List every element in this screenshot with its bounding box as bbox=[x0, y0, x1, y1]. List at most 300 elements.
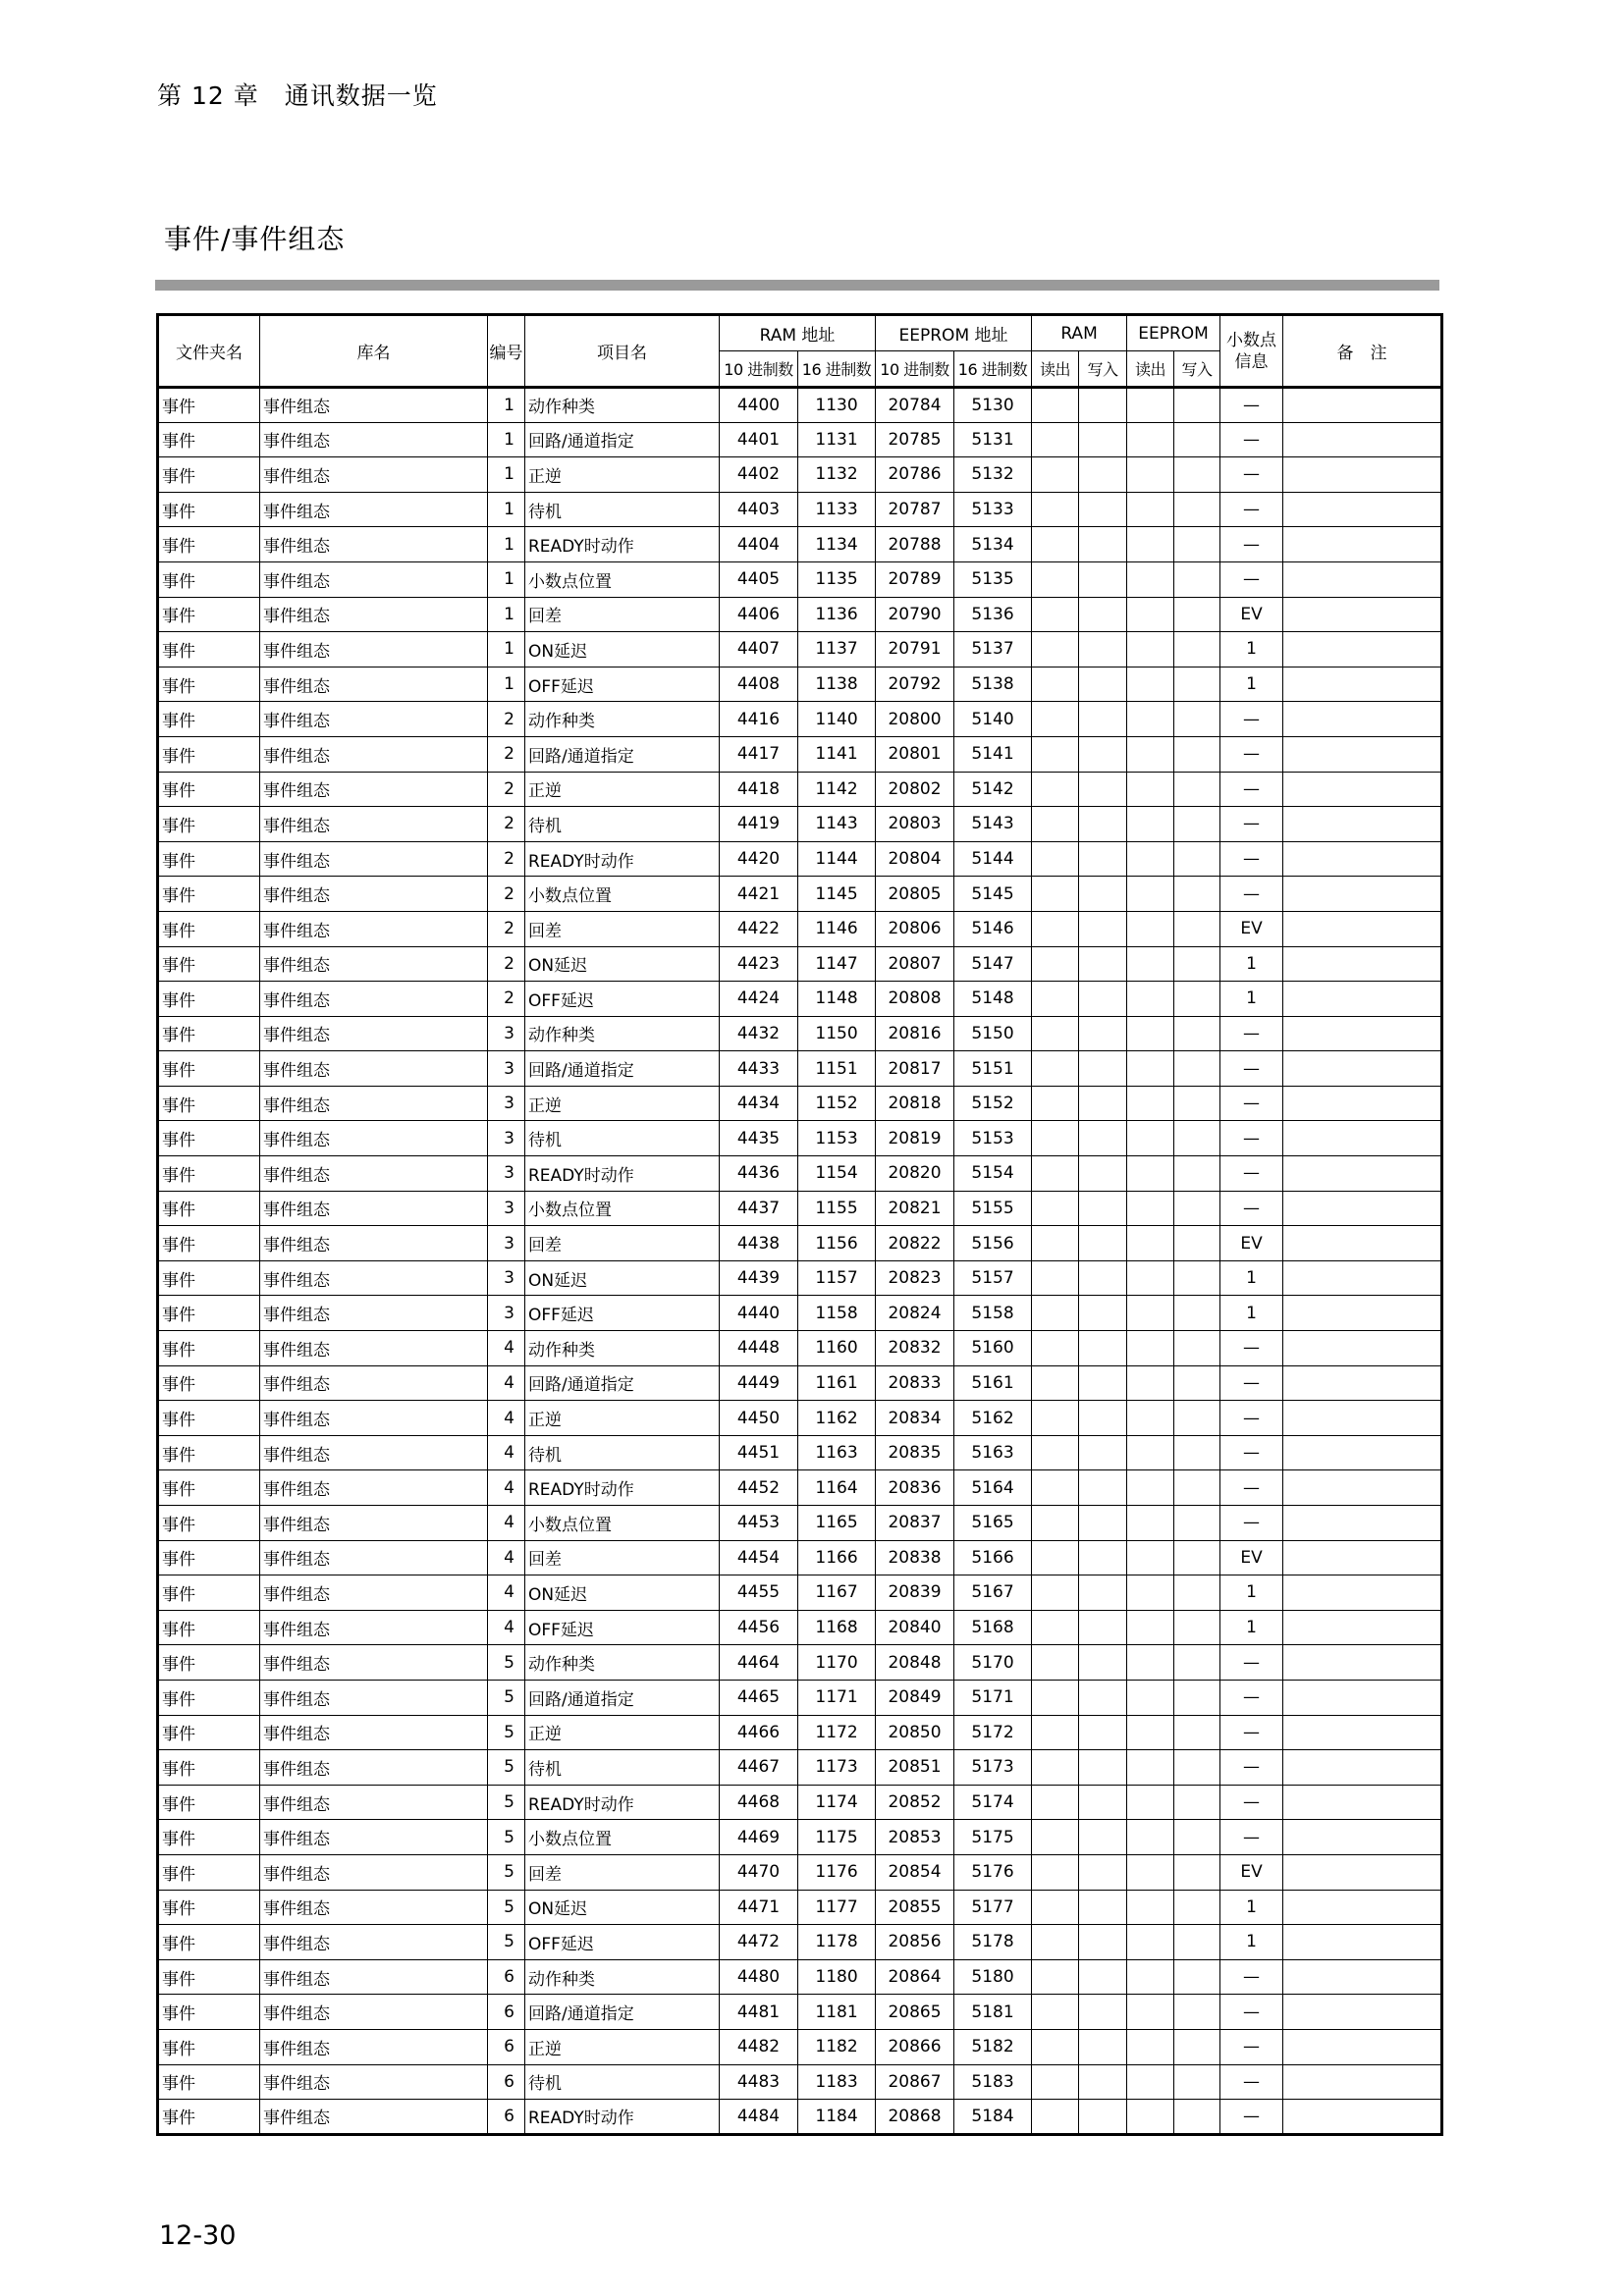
cell-decimal-info: EV bbox=[1220, 911, 1283, 946]
table-row bbox=[158, 1191, 1442, 1226]
cell-library: 事件组态 bbox=[260, 1540, 488, 1575]
cell-remarks bbox=[1283, 422, 1442, 457]
cell-ram-read bbox=[1032, 841, 1079, 877]
cell-ram-write bbox=[1079, 841, 1127, 877]
cell-eeprom-hex: 5132 bbox=[954, 457, 1032, 493]
cell-eeprom-read bbox=[1127, 1890, 1174, 1925]
cell-item: 动作种类 bbox=[525, 702, 720, 737]
cell-library: 事件组态 bbox=[260, 1890, 488, 1925]
cell-ram-dec: 4451 bbox=[720, 1435, 798, 1470]
cell-folder: 事件 bbox=[158, 2029, 260, 2064]
cell-ram-write bbox=[1079, 1854, 1127, 1890]
cell-eeprom-dec: 20801 bbox=[876, 736, 954, 772]
cell-ram-dec: 4464 bbox=[720, 1645, 798, 1681]
cell-item: 小数点位置 bbox=[525, 877, 720, 912]
cell-decimal-info: — bbox=[1220, 1680, 1283, 1715]
cell-number: 5 bbox=[488, 1750, 525, 1786]
cell-eeprom-hex: 5165 bbox=[954, 1506, 1032, 1541]
cell-item: ON延迟 bbox=[525, 1575, 720, 1611]
cell-decimal-info: — bbox=[1220, 736, 1283, 772]
table-body bbox=[158, 388, 1442, 2135]
cell-item: ON延迟 bbox=[525, 1890, 720, 1925]
cell-number: 2 bbox=[488, 702, 525, 737]
cell-library: 事件组态 bbox=[260, 492, 488, 527]
cell-item: 小数点位置 bbox=[525, 1506, 720, 1541]
cell-library: 事件组态 bbox=[260, 667, 488, 702]
cell-ram-hex: 1143 bbox=[798, 807, 876, 842]
cell-ram-hex: 1182 bbox=[798, 2029, 876, 2064]
cell-ram-hex: 1136 bbox=[798, 597, 876, 632]
cell-decimal-info: — bbox=[1220, 1435, 1283, 1470]
cell-remarks bbox=[1283, 1121, 1442, 1156]
cell-ram-read bbox=[1032, 1156, 1079, 1192]
cell-library: 事件组态 bbox=[260, 561, 488, 597]
cell-eeprom-read bbox=[1127, 1750, 1174, 1786]
cell-ram-hex: 1151 bbox=[798, 1051, 876, 1087]
cell-number: 5 bbox=[488, 1785, 525, 1820]
cell-ram-read bbox=[1032, 1575, 1079, 1611]
cell-ram-hex: 1181 bbox=[798, 1995, 876, 2030]
cell-ram-hex: 1163 bbox=[798, 1435, 876, 1470]
cell-remarks bbox=[1283, 561, 1442, 597]
cell-ram-write bbox=[1079, 1540, 1127, 1575]
cell-eeprom-write bbox=[1174, 667, 1220, 702]
cell-number: 3 bbox=[488, 1296, 525, 1331]
header-eeprom-write: 写入 bbox=[1174, 351, 1220, 388]
cell-ram-dec: 4484 bbox=[720, 2100, 798, 2135]
cell-ram-read bbox=[1032, 877, 1079, 912]
cell-eeprom-read bbox=[1127, 841, 1174, 877]
cell-item: 回差 bbox=[525, 597, 720, 632]
cell-remarks bbox=[1283, 1959, 1442, 1995]
cell-ram-write bbox=[1079, 1925, 1127, 1960]
cell-decimal-info: — bbox=[1220, 1715, 1283, 1750]
cell-library: 事件组态 bbox=[260, 1156, 488, 1192]
cell-ram-write bbox=[1079, 492, 1127, 527]
cell-eeprom-read bbox=[1127, 1925, 1174, 1960]
cell-library: 事件组态 bbox=[260, 1435, 488, 1470]
cell-eeprom-dec: 20804 bbox=[876, 841, 954, 877]
cell-item: 动作种类 bbox=[525, 1959, 720, 1995]
cell-remarks bbox=[1283, 632, 1442, 667]
cell-eeprom-write bbox=[1174, 2100, 1220, 2135]
cell-library: 事件组态 bbox=[260, 1995, 488, 2030]
cell-ram-write bbox=[1079, 807, 1127, 842]
cell-number: 5 bbox=[488, 1715, 525, 1750]
cell-ram-hex: 1156 bbox=[798, 1226, 876, 1261]
cell-eeprom-dec: 20838 bbox=[876, 1540, 954, 1575]
table-header bbox=[158, 315, 1442, 388]
cell-eeprom-dec: 20784 bbox=[876, 388, 954, 423]
cell-eeprom-hex: 5133 bbox=[954, 492, 1032, 527]
cell-ram-write bbox=[1079, 1296, 1127, 1331]
cell-eeprom-read bbox=[1127, 1365, 1174, 1401]
cell-eeprom-dec: 20864 bbox=[876, 1959, 954, 1995]
header-item: 项目名 bbox=[525, 315, 720, 388]
cell-number: 2 bbox=[488, 841, 525, 877]
cell-folder: 事件 bbox=[158, 702, 260, 737]
cell-remarks bbox=[1283, 1680, 1442, 1715]
cell-eeprom-write bbox=[1174, 702, 1220, 737]
cell-ram-read bbox=[1032, 1785, 1079, 1820]
cell-remarks bbox=[1283, 1540, 1442, 1575]
cell-decimal-info: — bbox=[1220, 527, 1283, 562]
cell-ram-hex: 1167 bbox=[798, 1575, 876, 1611]
table-row bbox=[158, 1365, 1442, 1401]
cell-library: 事件组态 bbox=[260, 1680, 488, 1715]
cell-eeprom-write bbox=[1174, 1785, 1220, 1820]
cell-number: 1 bbox=[488, 561, 525, 597]
table-row bbox=[158, 1680, 1442, 1715]
cell-eeprom-read bbox=[1127, 982, 1174, 1017]
cell-ram-write bbox=[1079, 1260, 1127, 1296]
cell-ram-write bbox=[1079, 982, 1127, 1017]
cell-eeprom-write bbox=[1174, 946, 1220, 982]
cell-number: 6 bbox=[488, 2029, 525, 2064]
cell-remarks bbox=[1283, 1750, 1442, 1786]
cell-folder: 事件 bbox=[158, 1715, 260, 1750]
cell-eeprom-hex: 5140 bbox=[954, 702, 1032, 737]
cell-ram-dec: 4405 bbox=[720, 561, 798, 597]
cell-ram-read bbox=[1032, 1540, 1079, 1575]
cell-eeprom-hex: 5158 bbox=[954, 1296, 1032, 1331]
cell-ram-hex: 1146 bbox=[798, 911, 876, 946]
cell-item: 回差 bbox=[525, 1226, 720, 1261]
cell-ram-hex: 1145 bbox=[798, 877, 876, 912]
cell-folder: 事件 bbox=[158, 1506, 260, 1541]
table-row bbox=[158, 1854, 1442, 1890]
cell-eeprom-read bbox=[1127, 1296, 1174, 1331]
cell-ram-dec: 4449 bbox=[720, 1365, 798, 1401]
cell-eeprom-dec: 20835 bbox=[876, 1435, 954, 1470]
cell-folder: 事件 bbox=[158, 2064, 260, 2100]
cell-decimal-info: — bbox=[1220, 1401, 1283, 1436]
cell-remarks bbox=[1283, 1260, 1442, 1296]
cell-eeprom-read bbox=[1127, 1575, 1174, 1611]
cell-ram-read bbox=[1032, 1296, 1079, 1331]
cell-number: 4 bbox=[488, 1331, 525, 1366]
cell-decimal-info: — bbox=[1220, 1470, 1283, 1506]
cell-decimal-info: 1 bbox=[1220, 632, 1283, 667]
cell-ram-write bbox=[1079, 597, 1127, 632]
cell-ram-dec: 4435 bbox=[720, 1121, 798, 1156]
cell-eeprom-hex: 5153 bbox=[954, 1121, 1032, 1156]
cell-ram-write bbox=[1079, 1959, 1127, 1995]
cell-eeprom-dec: 20856 bbox=[876, 1925, 954, 1960]
cell-eeprom-hex: 5134 bbox=[954, 527, 1032, 562]
cell-library: 事件组态 bbox=[260, 1715, 488, 1750]
cell-item: 动作种类 bbox=[525, 1016, 720, 1051]
cell-library: 事件组态 bbox=[260, 1365, 488, 1401]
cell-number: 3 bbox=[488, 1051, 525, 1087]
table-row bbox=[158, 1785, 1442, 1820]
cell-ram-hex: 1155 bbox=[798, 1191, 876, 1226]
cell-ram-dec: 4418 bbox=[720, 772, 798, 807]
cell-ram-read bbox=[1032, 702, 1079, 737]
cell-folder: 事件 bbox=[158, 1016, 260, 1051]
cell-eeprom-hex: 5168 bbox=[954, 1610, 1032, 1645]
cell-decimal-info: 1 bbox=[1220, 1925, 1283, 1960]
cell-eeprom-write bbox=[1174, 457, 1220, 493]
cell-ram-hex: 1138 bbox=[798, 667, 876, 702]
table-row bbox=[158, 1890, 1442, 1925]
cell-ram-read bbox=[1032, 1470, 1079, 1506]
cell-item: 待机 bbox=[525, 1435, 720, 1470]
cell-ram-write bbox=[1079, 1435, 1127, 1470]
cell-ram-read bbox=[1032, 1820, 1079, 1855]
cell-library: 事件组态 bbox=[260, 1854, 488, 1890]
cell-item: 小数点位置 bbox=[525, 1820, 720, 1855]
cell-ram-hex: 1132 bbox=[798, 457, 876, 493]
cell-eeprom-hex: 5161 bbox=[954, 1365, 1032, 1401]
cell-decimal-info: — bbox=[1220, 1016, 1283, 1051]
cell-ram-dec: 4467 bbox=[720, 1750, 798, 1786]
cell-ram-read bbox=[1032, 492, 1079, 527]
cell-eeprom-dec: 20840 bbox=[876, 1610, 954, 1645]
cell-eeprom-read bbox=[1127, 1016, 1174, 1051]
cell-ram-write bbox=[1079, 946, 1127, 982]
cell-eeprom-hex: 5157 bbox=[954, 1260, 1032, 1296]
cell-item: 回路/通道指定 bbox=[525, 1051, 720, 1087]
table-row bbox=[158, 1820, 1442, 1855]
cell-ram-write bbox=[1079, 2100, 1127, 2135]
cell-folder: 事件 bbox=[158, 1575, 260, 1611]
cell-eeprom-read bbox=[1127, 736, 1174, 772]
cell-ram-hex: 1157 bbox=[798, 1260, 876, 1296]
cell-folder: 事件 bbox=[158, 1854, 260, 1890]
cell-item: 小数点位置 bbox=[525, 1191, 720, 1226]
cell-number: 2 bbox=[488, 946, 525, 982]
table-row bbox=[158, 1645, 1442, 1681]
cell-eeprom-read bbox=[1127, 911, 1174, 946]
table-row bbox=[158, 1086, 1442, 1121]
cell-number: 2 bbox=[488, 877, 525, 912]
cell-remarks bbox=[1283, 807, 1442, 842]
table-row bbox=[158, 527, 1442, 562]
cell-decimal-info: — bbox=[1220, 1051, 1283, 1087]
cell-eeprom-hex: 5148 bbox=[954, 982, 1032, 1017]
table-row bbox=[158, 2064, 1442, 2100]
cell-remarks bbox=[1283, 1401, 1442, 1436]
cell-ram-read bbox=[1032, 982, 1079, 1017]
cell-eeprom-read bbox=[1127, 1959, 1174, 1995]
cell-eeprom-write bbox=[1174, 772, 1220, 807]
cell-eeprom-dec: 20824 bbox=[876, 1296, 954, 1331]
cell-library: 事件组态 bbox=[260, 2100, 488, 2135]
cell-eeprom-read bbox=[1127, 1610, 1174, 1645]
cell-eeprom-read bbox=[1127, 1506, 1174, 1541]
cell-ram-write bbox=[1079, 1715, 1127, 1750]
cell-library: 事件组态 bbox=[260, 1296, 488, 1331]
table-row bbox=[158, 702, 1442, 737]
cell-item: 回路/通道指定 bbox=[525, 1995, 720, 2030]
cell-ram-read bbox=[1032, 597, 1079, 632]
cell-number: 1 bbox=[488, 422, 525, 457]
cell-eeprom-hex: 5181 bbox=[954, 1995, 1032, 2030]
cell-item: 正逆 bbox=[525, 457, 720, 493]
cell-eeprom-hex: 5173 bbox=[954, 1750, 1032, 1786]
cell-remarks bbox=[1283, 2100, 1442, 2135]
cell-ram-read bbox=[1032, 1750, 1079, 1786]
cell-ram-dec: 4448 bbox=[720, 1331, 798, 1366]
cell-eeprom-hex: 5154 bbox=[954, 1156, 1032, 1192]
cell-ram-write bbox=[1079, 1785, 1127, 1820]
cell-ram-read bbox=[1032, 1715, 1079, 1750]
cell-eeprom-dec: 20807 bbox=[876, 946, 954, 982]
cell-library: 事件组态 bbox=[260, 702, 488, 737]
cell-library: 事件组态 bbox=[260, 1121, 488, 1156]
cell-remarks bbox=[1283, 1610, 1442, 1645]
cell-remarks bbox=[1283, 1435, 1442, 1470]
table-row bbox=[158, 772, 1442, 807]
cell-ram-dec: 4438 bbox=[720, 1226, 798, 1261]
cell-number: 5 bbox=[488, 1680, 525, 1715]
cell-ram-write bbox=[1079, 1506, 1127, 1541]
cell-item: 回差 bbox=[525, 1854, 720, 1890]
cell-folder: 事件 bbox=[158, 772, 260, 807]
cell-eeprom-dec: 20833 bbox=[876, 1365, 954, 1401]
cell-folder: 事件 bbox=[158, 1785, 260, 1820]
cell-eeprom-hex: 5172 bbox=[954, 1715, 1032, 1750]
cell-library: 事件组态 bbox=[260, 772, 488, 807]
cell-remarks bbox=[1283, 1365, 1442, 1401]
cell-ram-write bbox=[1079, 736, 1127, 772]
cell-eeprom-hex: 5136 bbox=[954, 597, 1032, 632]
cell-library: 事件组态 bbox=[260, 1645, 488, 1681]
cell-number: 4 bbox=[488, 1470, 525, 1506]
cell-eeprom-read bbox=[1127, 492, 1174, 527]
cell-remarks bbox=[1283, 1331, 1442, 1366]
cell-eeprom-hex: 5162 bbox=[954, 1401, 1032, 1436]
table-row bbox=[158, 1260, 1442, 1296]
cell-decimal-info: — bbox=[1220, 1156, 1283, 1192]
cell-ram-dec: 4437 bbox=[720, 1191, 798, 1226]
cell-library: 事件组态 bbox=[260, 1610, 488, 1645]
cell-ram-read bbox=[1032, 1959, 1079, 1995]
cell-number: 1 bbox=[488, 457, 525, 493]
cell-ram-dec: 4403 bbox=[720, 492, 798, 527]
cell-item: READY时动作 bbox=[525, 1785, 720, 1820]
cell-eeprom-write bbox=[1174, 1331, 1220, 1366]
cell-remarks bbox=[1283, 2029, 1442, 2064]
cell-library: 事件组态 bbox=[260, 1820, 488, 1855]
table-row bbox=[158, 1959, 1442, 1995]
header-remarks: 备 注 bbox=[1283, 315, 1442, 388]
cell-ram-dec: 4453 bbox=[720, 1506, 798, 1541]
cell-library: 事件组态 bbox=[260, 1260, 488, 1296]
cell-ram-read bbox=[1032, 1086, 1079, 1121]
cell-number: 6 bbox=[488, 2100, 525, 2135]
cell-remarks bbox=[1283, 1226, 1442, 1261]
cell-ram-hex: 1161 bbox=[798, 1365, 876, 1401]
cell-folder: 事件 bbox=[158, 1401, 260, 1436]
cell-ram-write bbox=[1079, 1680, 1127, 1715]
cell-eeprom-write bbox=[1174, 1995, 1220, 2030]
cell-decimal-info: — bbox=[1220, 1959, 1283, 1995]
cell-number: 1 bbox=[488, 597, 525, 632]
cell-eeprom-read bbox=[1127, 632, 1174, 667]
cell-eeprom-hex: 5138 bbox=[954, 667, 1032, 702]
cell-ram-read bbox=[1032, 1854, 1079, 1890]
cell-decimal-info: — bbox=[1220, 807, 1283, 842]
cell-remarks bbox=[1283, 1925, 1442, 1960]
cell-decimal-info: EV bbox=[1220, 597, 1283, 632]
header-eeprom: EEPROM bbox=[1127, 315, 1220, 351]
table-row bbox=[158, 1435, 1442, 1470]
cell-library: 事件组态 bbox=[260, 2029, 488, 2064]
cell-decimal-info: 1 bbox=[1220, 982, 1283, 1017]
cell-eeprom-hex: 5142 bbox=[954, 772, 1032, 807]
cell-eeprom-hex: 5137 bbox=[954, 632, 1032, 667]
header-ram-address: RAM 地址 bbox=[720, 315, 876, 351]
section-divider bbox=[155, 280, 1439, 291]
cell-remarks bbox=[1283, 877, 1442, 912]
cell-ram-hex: 1141 bbox=[798, 736, 876, 772]
cell-eeprom-hex: 5160 bbox=[954, 1331, 1032, 1366]
cell-ram-read bbox=[1032, 1121, 1079, 1156]
cell-eeprom-hex: 5163 bbox=[954, 1435, 1032, 1470]
cell-ram-hex: 1165 bbox=[798, 1506, 876, 1541]
cell-folder: 事件 bbox=[158, 1540, 260, 1575]
cell-eeprom-write bbox=[1174, 1121, 1220, 1156]
cell-eeprom-dec: 20837 bbox=[876, 1506, 954, 1541]
cell-eeprom-dec: 20785 bbox=[876, 422, 954, 457]
cell-ram-write bbox=[1079, 1226, 1127, 1261]
cell-ram-read bbox=[1032, 1016, 1079, 1051]
cell-eeprom-read bbox=[1127, 1540, 1174, 1575]
cell-library: 事件组态 bbox=[260, 388, 488, 423]
cell-ram-dec: 4404 bbox=[720, 527, 798, 562]
cell-remarks bbox=[1283, 1995, 1442, 2030]
cell-ram-dec: 4482 bbox=[720, 2029, 798, 2064]
cell-eeprom-read bbox=[1127, 1226, 1174, 1261]
header-ram-dec: 10 进制数 bbox=[720, 351, 798, 388]
cell-library: 事件组态 bbox=[260, 2064, 488, 2100]
cell-eeprom-dec: 20854 bbox=[876, 1854, 954, 1890]
table-row bbox=[158, 1156, 1442, 1192]
cell-remarks bbox=[1283, 946, 1442, 982]
cell-eeprom-read bbox=[1127, 1331, 1174, 1366]
table-row bbox=[158, 1226, 1442, 1261]
cell-ram-read bbox=[1032, 1680, 1079, 1715]
cell-ram-read bbox=[1032, 946, 1079, 982]
cell-ram-hex: 1135 bbox=[798, 561, 876, 597]
cell-item: ON延迟 bbox=[525, 632, 720, 667]
cell-ram-write bbox=[1079, 1645, 1127, 1681]
cell-decimal-info: — bbox=[1220, 388, 1283, 423]
cell-number: 4 bbox=[488, 1365, 525, 1401]
cell-folder: 事件 bbox=[158, 561, 260, 597]
cell-ram-hex: 1175 bbox=[798, 1820, 876, 1855]
cell-eeprom-hex: 5167 bbox=[954, 1575, 1032, 1611]
table-row bbox=[158, 1750, 1442, 1786]
cell-item: OFF延迟 bbox=[525, 667, 720, 702]
cell-ram-write bbox=[1079, 527, 1127, 562]
cell-ram-dec: 4421 bbox=[720, 877, 798, 912]
cell-eeprom-write bbox=[1174, 1645, 1220, 1681]
cell-eeprom-hex: 5174 bbox=[954, 1785, 1032, 1820]
cell-eeprom-write bbox=[1174, 1086, 1220, 1121]
cell-eeprom-write bbox=[1174, 1296, 1220, 1331]
cell-ram-read bbox=[1032, 1506, 1079, 1541]
cell-eeprom-read bbox=[1127, 1995, 1174, 2030]
cell-ram-write bbox=[1079, 1610, 1127, 1645]
cell-eeprom-dec: 20800 bbox=[876, 702, 954, 737]
cell-remarks bbox=[1283, 527, 1442, 562]
cell-eeprom-dec: 20820 bbox=[876, 1156, 954, 1192]
cell-ram-hex: 1184 bbox=[798, 2100, 876, 2135]
cell-ram-hex: 1133 bbox=[798, 492, 876, 527]
